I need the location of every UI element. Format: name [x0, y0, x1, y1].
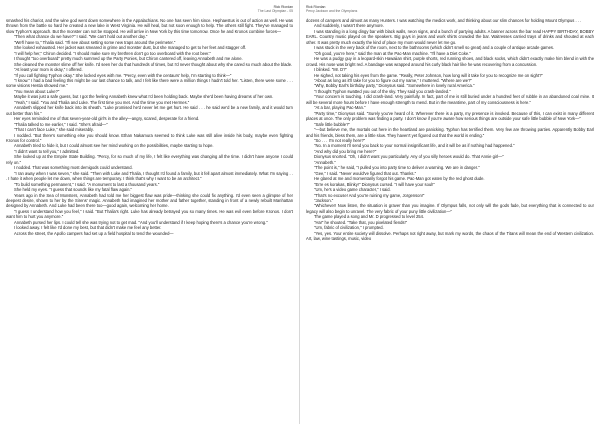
paragraph: "Gee," I said. "Never would've figured that out. Thanks.": [314, 170, 417, 176]
paragraph: I thought "too overboard" pretty much summed up the Party Ponies, but Chiron cantered off, leaving Annabeth and me alone.: [14, 56, 243, 62]
paragraph: He was a pudgy guy in a leopard-skin Hawaiian shirt, purple shorts, red running shoes, and black socks, which didn't exactly make him blend in with the crowd. His nose was bright red. A bandage was wrapped around his curly black hair like he was recovering from a concussion.: [306, 56, 594, 67]
paragraph: "Um, fabric of civilization," I prompted.: [314, 225, 384, 231]
right-author: Rick Riordan: [306, 5, 326, 9]
paragraph: Dionysus snorted. "Oh, I didn't want you particularly. Any of you silly heroes would do. That Annie girl—": [314, 154, 504, 160]
paragraph: "Um, he's a video game character," I said.: [314, 187, 391, 193]
paragraph: He glared at me and momentarily forgot his game. Pac-Man got eaten by the red ghost dude.: [314, 176, 485, 182]
paragraph: He sighed, not taking his eyes from the game. "Really, Peter Johnson, how long will it take for you to recognize me on sight?": [314, 72, 543, 78]
paragraph: "I thought Typhon swatted you out of the sky. They said you crash-landed.": [314, 88, 451, 94]
paragraph: I looked away. I felt like I'd done my best, but that didn't make me feel any better.: [14, 225, 162, 231]
paragraph: "The point is," he said, "I pulled you into party time to deliver a warning. We are in danger.": [314, 165, 480, 171]
paragraph: "That I can't face Luke," she said miserably.: [14, 127, 94, 133]
paragraph: dozens of campers and almost as many Hunters. I was watching the medics work, and thinking about our slim chances for holding Mount Olympus . . .: [306, 18, 582, 23]
right-page: [300, 0, 600, 424]
paragraph: Annabeth slipped her knife back into its sheath. "Luke promised he'd never let me get hurt. He said . . . he said we'd be a new family, and it would turn out better than his.": [6, 105, 293, 116]
paragraph: "I will help her," Chiron decided. "I should make sure my brethren don't go too overboard with the root beer.": [14, 50, 212, 56]
paragraph: "—but believe me, the mortals out here in the heartland are panicking. Typhon has terrified them. Very few are throwing parties. Apparently Bobby Earl and his friends, bless them, are a little slow. They haven't yet figured out that the world is ending.": [306, 127, 594, 138]
paragraph: She looked exhausted. Her jacket was smeared in grime and monster dust, but she managed to get to her feet and stagger off.: [14, 45, 247, 51]
right-book-line: Percy Jackson and the Olympians: [306, 9, 358, 13]
left-running-head: [6, 5, 293, 13]
paragraph: I nodded. That was something most demigods could understand.: [14, 165, 133, 171]
left-body-text: [6, 18, 293, 236]
paragraph: "Yeah," I said. "You and Thalia and Luke. The first time you met. And the time you met Hermes.": [14, 99, 190, 105]
paragraph: "To build something permanent," I said. "A monument to last a thousand years.": [14, 181, 160, 187]
paragraph: Across the street, the Apollo campers had set up a field hospital to tend the wounded—: [14, 230, 174, 236]
paragraph: "About as long as it'll take for you to figure out my name," I muttered. "Where are we?": [314, 77, 472, 83]
paragraph: Maybe it was just a safe guess, but I got the feeling Annabeth knew what I'd been holding back. Maybe she'd been having dreams of her own.: [14, 94, 274, 100]
left-author: Rick Riordan: [273, 5, 293, 9]
paragraph: Her eyes reminded me of that seven-year-old girl's in the alley—angry, scared, desperate for a friend.: [14, 116, 200, 122]
paragraph: "I guess I understand how you feel," I said. "But Thalia's right. Luke has already betrayed you so many times. He was evil even before Kronos. I don't want him to hurt you anymore.": [6, 208, 293, 220]
paragraph: "Ha!" he shouted. "Take that, you pixelated fiends!": [314, 219, 408, 225]
paragraph: "Your concern is touching. I did crash-land. Very painfully. In fact, part of me is still buried under a hundred feet of rubble in an abandoned coal mine. It will be several more hours before I have enough strength to mend. But in the meantime, part of my consciousness is here.": [306, 94, 594, 105]
paragraph: She held my eyes. "I guess that sounds like my fatal flaw again.": [14, 187, 133, 193]
paragraph: "Yes, yes. Your entire society will dissolve. Perhaps not right away, but mark my words, the chaos of the Titans will mean the end of Western civilization. Art, law, wine tastings, music, video: [306, 230, 594, 242]
paragraph: I blinked. "Mr. D?": [314, 67, 347, 73]
paragraph: "Whichever! Now listen, the situation is graver than you imagine. If Olympus falls, not only will the gods fade, but everything that is connected to our legacy will also begin to unravel. The very fabric of your puny little civilization—": [306, 203, 594, 214]
paragraph: "Jackson.": [314, 197, 334, 203]
paragraph: "Oh good, you're here," said the man at the Pac-Man machine. "I'll have a Diet Coke.": [314, 50, 471, 56]
paragraph: "Thalia talked to me earlier," I said. "She's afraid—": [14, 121, 108, 127]
left-book-line: The Last Olympian - 05: [257, 9, 293, 13]
paragraph: "So . . . I'm not really here?": [314, 137, 366, 143]
right-body-text: [306, 18, 594, 242]
paragraph: Annabeth pursed her lips. I could tell she was trying not to get mad. "And you'll understand if I keep hoping there's a chance you're wrong.": [14, 219, 268, 225]
paragraph: "That's no excuse! And you're ruining my game, Jorgenson!": [314, 192, 425, 198]
paragraph: "At a bar, playing Pac-Man.": [314, 105, 366, 111]
right-running-head: [306, 5, 594, 13]
paragraph: "Party time," Dionysus said. "Surely you've heard of it. Wherever there is a party, my presence is invoked. Because of this, I can exist in many different places at once. The only problem was finding a party. I don't know if you're aware how serious things are outside your safe little bubble of New York—": [306, 110, 594, 122]
paragraph: She looked up at the Empire State Building. "Percy, for so much of my life, I felt like everything was changing all the time. I didn't have anyone I could rely on.": [6, 154, 293, 165]
paragraph: I was standing in a long dingy bar with black walls, neon signs, and a bunch of partying adults. A banner across the bar read HAPPY BIRTHDAY, BOBBY EARL. Country music played on the speakers. Big guys in jeans and work shirts crowded the bar. Waitresses carried trays of drinks and shouted at each other. It was pretty much exactly the kind of place my mom would never let me go.: [306, 28, 594, 45]
paragraph: Years ago in the Sea of Monsters, Annabeth had told me her biggest flaw was pride—thinking she could fix anything. I'd even seen a glimpse of her deepest desire, shown to her by the Sirens' magic. Annabeth had imagined her mother and father together, standing in front of a newly rebuilt Manhattan designed by Annabeth. And Luke had been there too—good again, welcoming her home.: [6, 192, 293, 209]
paragraph: "Safe little bubble?": [314, 121, 350, 127]
paragraph: "I ran away when I was seven," she said. "Then with Luke and Thalia, I thought I'd found a family, but it fell apart almost immediately. What I'm saying . . . I hate it when people let me down, when things are temporary. I think that's why I want to be an architect.": [6, 170, 293, 182]
paragraph: "Annabeth.": [314, 159, 336, 165]
paragraph: I nodded. "But there's something else you should know. Ethan Nakamura seemed to think Luke was still alive inside his body, maybe even fighting Kronos for control.": [6, 132, 293, 143]
paragraph: She cleaned the monster slime off her knife. I'd seen her do that hundreds of times, but I'd never thought about why she cared so much about the blade.: [14, 61, 293, 67]
paragraph: "Erre es korakas, Blinky!" Dionysus cursed. "I will have your soul!": [314, 181, 435, 187]
paragraph: "If you call fighting Typhon okay." She locked eyes with me. "Percy, even with the centaurs' help, I'm starting to think—": [14, 72, 232, 78]
paragraph: smashed his chariot, and the wine god went down somewhere in the Appalachians. No one has seen him since. Hephaestus is out of action as well. He was thrown from the battle so hard he created a new lake in West Virginia. He will heal, but not soon enough to help. The others still fight. They've managed to slow Typhon's approach. But the monster can not be stopped. He will arrive in New York by this time tomorrow. Once he and Kronos combine forces—: [6, 18, 293, 34]
paragraph: "No. In a moment I'll send you back to your normal insignificant life, and it will be as if nothing had happened.": [314, 143, 515, 149]
paragraph: "And why did you bring me here?": [314, 148, 377, 154]
paragraph: I was stuck in the very back of the room, next to the bathrooms (which didn't smell so great) and a couple of antique arcade games.: [314, 45, 555, 51]
paragraph: "We'll have to," Thalia said. "I'll see about setting some new traps around the perimeter.": [14, 39, 176, 45]
paragraph: And suddenly, I wasn't there anymore.: [314, 23, 384, 29]
paragraph: "At least your mom is okay," I offered.: [14, 67, 83, 73]
paragraph: "I didn't want to tell you," I admitted.: [14, 148, 80, 154]
paragraph: "You mean about Luke?": [14, 88, 60, 94]
paragraph: "I know." I had a bad feeling this might be our last chance to talk, and I felt like there were a million things I hadn't told her. "Listen, there were some . . . some visions Hestia showed me.": [6, 77, 293, 89]
paragraph: "Why, Bobby Earl's birthday party," Dionysus said. "Somewhere in lovely rural America.": [314, 83, 475, 89]
paragraph: Annabeth tried to hide it, but I could almost see her mind working on the possibilities, maybe starting to hope.: [14, 143, 214, 149]
paragraph: "Then what chance do we have?" I said. "We can't hold out another day.": [14, 34, 148, 40]
paragraph: The game played a song and Mr. D progressed to level 254.: [314, 214, 425, 220]
